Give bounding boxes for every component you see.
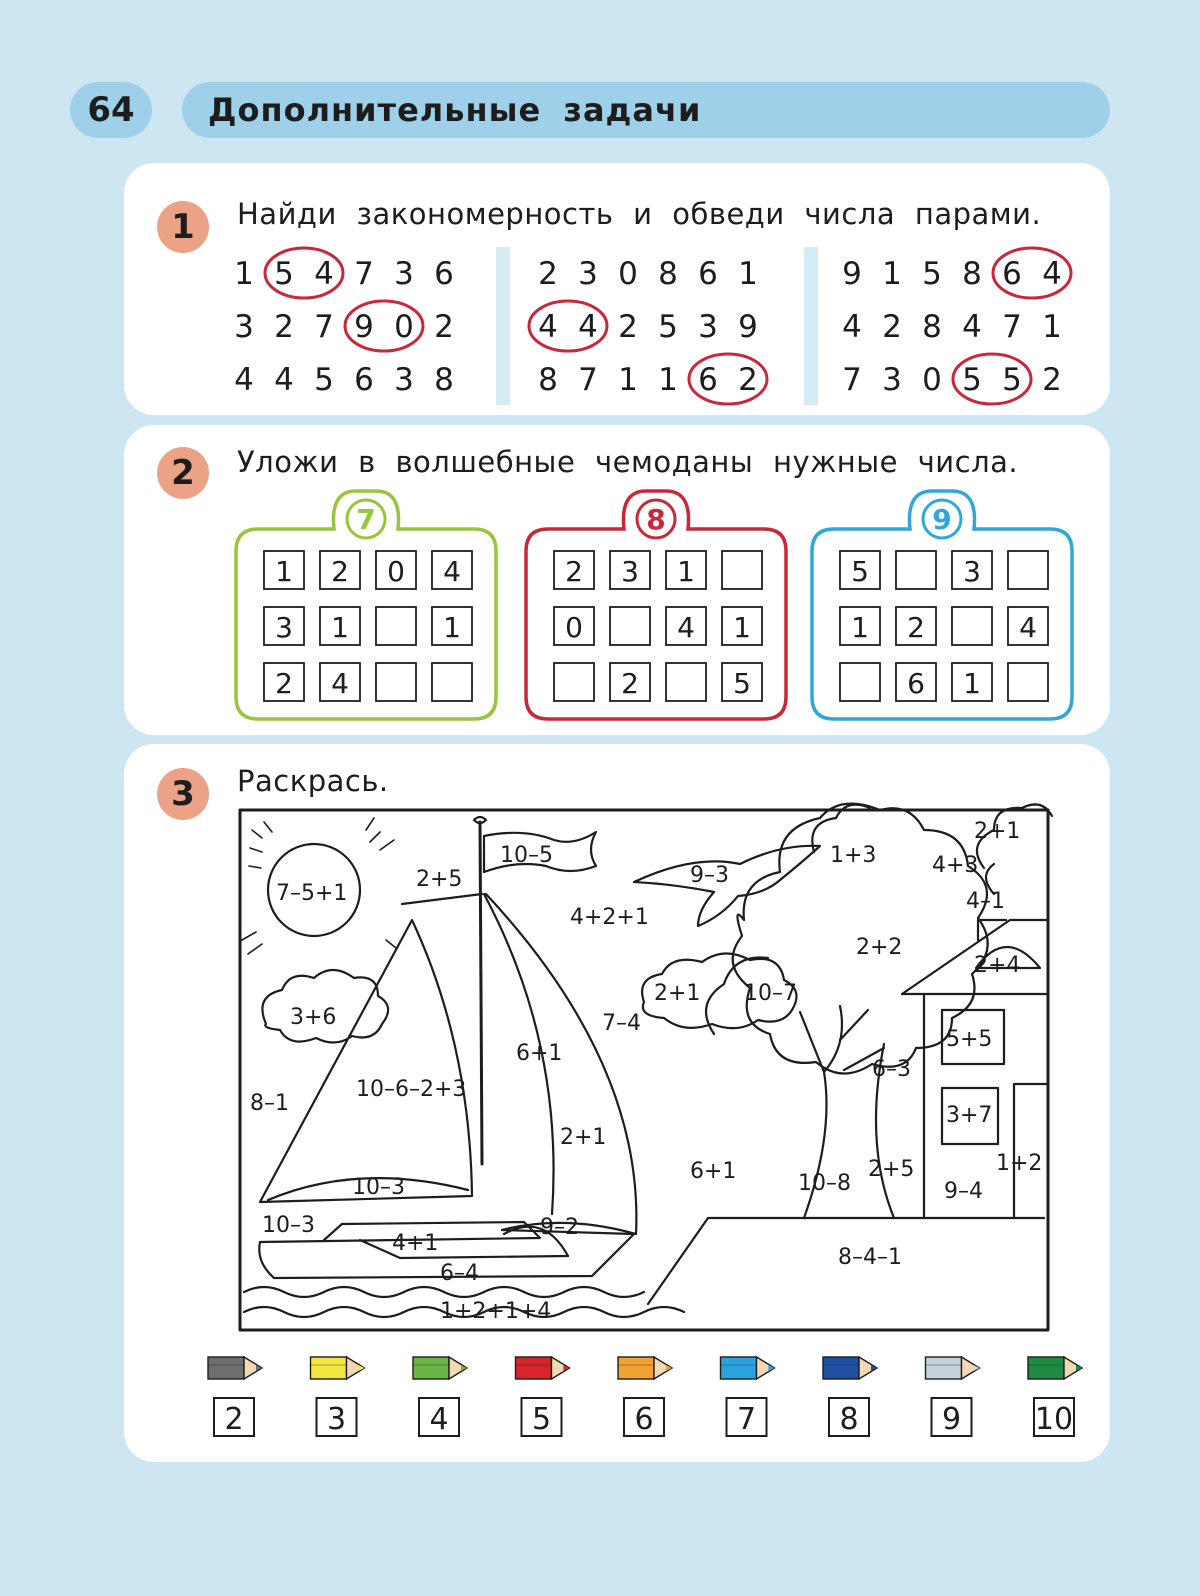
expression-label: 4+3 bbox=[932, 853, 979, 878]
sequence-digit: 8 bbox=[434, 362, 454, 398]
number-cell[interactable] bbox=[376, 607, 416, 645]
cell-number: 2 bbox=[907, 611, 925, 644]
pencil-8 bbox=[823, 1357, 877, 1437]
number-cell[interactable] bbox=[554, 663, 594, 701]
task1-panel bbox=[124, 163, 1110, 415]
group-separator bbox=[496, 247, 510, 405]
sequence-digit: 1 bbox=[658, 362, 678, 398]
mast bbox=[480, 822, 482, 1164]
expression-label: 4+2+1 bbox=[570, 905, 649, 930]
expression-label: 8–1 bbox=[250, 1091, 289, 1116]
expression-label: 10–6–2+3 bbox=[356, 1077, 467, 1102]
suitcase-target-number: 8 bbox=[646, 503, 666, 536]
suitcase-target-number: 9 bbox=[932, 503, 952, 536]
sequence-digit: 9 bbox=[354, 309, 374, 345]
pencil-body bbox=[516, 1357, 552, 1379]
expression-label: 10–8 bbox=[798, 1171, 851, 1196]
expression-label: 2+1 bbox=[560, 1125, 607, 1150]
expression-label: 2+1 bbox=[654, 981, 701, 1006]
expression-label: 5+5 bbox=[946, 1027, 993, 1052]
cell-number: 1 bbox=[331, 611, 349, 644]
sequence-digit: 0 bbox=[922, 362, 942, 398]
task1-number-grid bbox=[124, 163, 1110, 415]
expression-label: 10–3 bbox=[352, 1175, 405, 1200]
sequence-digit: 3 bbox=[578, 256, 598, 292]
sequence-digit: 2 bbox=[1042, 362, 1062, 398]
expression-label: 2+4 bbox=[974, 953, 1021, 978]
sequence-digit: 1 bbox=[618, 362, 638, 398]
task2-instruction: Уложи в волшебные чемоданы нужные числа. bbox=[237, 445, 1019, 479]
expression-label: 2+1 bbox=[974, 819, 1021, 844]
pencil-body bbox=[311, 1357, 347, 1379]
cell-number: 1 bbox=[733, 611, 751, 644]
cell-number: 0 bbox=[387, 555, 405, 588]
sequence-digit: 8 bbox=[922, 309, 942, 345]
number-cell[interactable] bbox=[432, 663, 472, 701]
sequence-digit: 1 bbox=[882, 256, 902, 292]
expression-label: 4+1 bbox=[392, 1231, 439, 1256]
pencil-9 bbox=[926, 1357, 980, 1437]
task2-suitcases bbox=[124, 425, 1110, 735]
group-separator bbox=[804, 247, 818, 405]
sequence-digit: 2 bbox=[538, 256, 558, 292]
sequence-digit: 7 bbox=[578, 362, 598, 398]
number-cell[interactable] bbox=[896, 551, 936, 589]
cell-number: 2 bbox=[565, 555, 583, 588]
sequence-digit: 4 bbox=[578, 309, 598, 345]
pencil-number: 9 bbox=[941, 1402, 962, 1437]
cell-number: 1 bbox=[443, 611, 461, 644]
expression-label: 10–3 bbox=[262, 1213, 315, 1238]
sequence-digit: 5 bbox=[922, 256, 942, 292]
pencil-5 bbox=[516, 1357, 570, 1437]
cell-number: 0 bbox=[565, 611, 583, 644]
sequence-digit: 5 bbox=[962, 362, 982, 398]
expression-label: 7–4 bbox=[602, 1011, 641, 1036]
cell-number: 4 bbox=[331, 667, 349, 700]
task2-number: 2 bbox=[171, 453, 195, 493]
sequence-digit: 4 bbox=[538, 309, 558, 345]
pencil-number: 2 bbox=[224, 1402, 244, 1437]
cell-number: 4 bbox=[1019, 611, 1037, 644]
expression-label: 1+2+1+4 bbox=[440, 1299, 552, 1324]
pencil-body bbox=[618, 1357, 654, 1379]
suitcase-9 bbox=[812, 491, 1072, 719]
expression-label: 1+2 bbox=[996, 1151, 1043, 1176]
page-title: Дополнительные задачи bbox=[208, 91, 702, 129]
expression-label: 2+5 bbox=[868, 1157, 915, 1182]
cell-number: 3 bbox=[621, 555, 639, 588]
pencil-6 bbox=[618, 1357, 672, 1437]
sequence-digit: 0 bbox=[618, 256, 638, 292]
picture-frame bbox=[240, 810, 1048, 1330]
cell-number: 6 bbox=[907, 667, 925, 700]
page-number-text: 64 bbox=[87, 90, 135, 130]
expression-label: 7–5+1 bbox=[276, 881, 348, 906]
cell-number: 4 bbox=[443, 555, 461, 588]
number-cell[interactable] bbox=[840, 663, 880, 701]
sequence-digit: 6 bbox=[698, 256, 718, 292]
wave-1 bbox=[244, 1287, 644, 1297]
expression-label: 1+3 bbox=[830, 843, 877, 868]
main-sail bbox=[260, 920, 472, 1202]
number-cell[interactable] bbox=[610, 607, 650, 645]
sequence-digit: 4 bbox=[314, 256, 334, 292]
sequence-digit: 9 bbox=[738, 309, 758, 345]
chimney-smoke bbox=[977, 804, 1052, 894]
sequence-digit: 2 bbox=[434, 309, 454, 345]
sequence-digit: 1 bbox=[234, 256, 254, 292]
expression-label: 6–3 bbox=[872, 1057, 911, 1082]
sequence-digit: 6 bbox=[434, 256, 454, 292]
pencil-body bbox=[823, 1357, 859, 1379]
cell-number: 3 bbox=[275, 611, 293, 644]
pencil-4 bbox=[413, 1357, 467, 1437]
expression-label: 6+1 bbox=[516, 1041, 563, 1066]
sequence-digit: 8 bbox=[658, 256, 678, 292]
sequence-digit: 2 bbox=[738, 362, 758, 398]
expression-label: 3+6 bbox=[290, 1005, 337, 1030]
task1-number: 1 bbox=[171, 207, 195, 247]
sequence-digit: 4 bbox=[274, 362, 294, 398]
task1-instruction: Найди закономерность и обведи числа парами. bbox=[237, 197, 1042, 231]
sequence-digit: 5 bbox=[274, 256, 294, 292]
pencil-legend bbox=[208, 1357, 1082, 1437]
cell-number: 1 bbox=[963, 667, 981, 700]
expression-label: 10–5 bbox=[500, 843, 553, 868]
pencil-body bbox=[208, 1357, 244, 1379]
sequence-digit: 0 bbox=[394, 309, 414, 345]
sequence-digit: 4 bbox=[1042, 256, 1062, 292]
sequence-digit: 3 bbox=[234, 309, 254, 345]
sequence-digit: 3 bbox=[394, 362, 414, 398]
page-number bbox=[70, 82, 152, 138]
expression-label: 10–7 bbox=[744, 981, 797, 1006]
number-cell[interactable] bbox=[952, 607, 992, 645]
number-cell[interactable] bbox=[666, 663, 706, 701]
sequence-digit: 2 bbox=[882, 309, 902, 345]
pencil-body bbox=[413, 1357, 449, 1379]
pencil-body bbox=[926, 1357, 962, 1379]
pencil-number: 6 bbox=[634, 1402, 654, 1437]
mast-top bbox=[474, 817, 486, 823]
sequence-digit: 4 bbox=[842, 309, 862, 345]
pencil-number: 7 bbox=[736, 1402, 757, 1437]
suitcase-target-number: 7 bbox=[356, 503, 376, 536]
pencil-number: 10 bbox=[1034, 1402, 1074, 1437]
cell-number: 2 bbox=[621, 667, 639, 700]
number-cell[interactable] bbox=[1008, 551, 1048, 589]
number-cell[interactable] bbox=[376, 663, 416, 701]
sequence-digit: 7 bbox=[1002, 309, 1022, 345]
pencil-number: 4 bbox=[429, 1402, 449, 1437]
task3-number: 3 bbox=[171, 774, 195, 814]
cell-number: 3 bbox=[963, 555, 981, 588]
coloring-picture bbox=[124, 744, 1110, 1462]
pencil-2 bbox=[208, 1357, 262, 1437]
expression-label: 4–1 bbox=[966, 889, 1005, 914]
sequence-digit: 3 bbox=[698, 309, 718, 345]
pencil-body bbox=[1028, 1357, 1064, 1379]
sequence-digit: 4 bbox=[962, 309, 982, 345]
expression-label: 8–4–1 bbox=[838, 1245, 902, 1270]
sequence-digit: 6 bbox=[354, 362, 374, 398]
task2-panel bbox=[124, 425, 1110, 735]
cell-number: 2 bbox=[275, 667, 293, 700]
sequence-digit: 7 bbox=[842, 362, 862, 398]
cell-number: 2 bbox=[331, 555, 349, 588]
expression-label: 6+1 bbox=[690, 1159, 737, 1184]
sequence-digit: 4 bbox=[234, 362, 254, 398]
suitcase-8 bbox=[526, 491, 786, 719]
sequence-digit: 1 bbox=[1042, 309, 1062, 345]
cell-number: 1 bbox=[275, 555, 293, 588]
number-cell[interactable] bbox=[722, 551, 762, 589]
sequence-digit: 5 bbox=[658, 309, 678, 345]
expression-label: 6–4 bbox=[440, 1261, 479, 1286]
sequence-digit: 2 bbox=[274, 309, 294, 345]
boom bbox=[402, 894, 482, 904]
cell-number: 1 bbox=[851, 611, 869, 644]
sequence-digit: 2 bbox=[618, 309, 638, 345]
sequence-digit: 8 bbox=[538, 362, 558, 398]
expression-label: 9–2 bbox=[540, 1215, 579, 1240]
pencil-number: 8 bbox=[839, 1402, 859, 1437]
sequence-digit: 6 bbox=[698, 362, 718, 398]
expression-label: 9–3 bbox=[690, 863, 729, 888]
sequence-digit: 3 bbox=[882, 362, 902, 398]
task3-instruction: Раскрась. bbox=[237, 764, 389, 798]
pencil-7 bbox=[721, 1357, 775, 1437]
sequence-digit: 7 bbox=[354, 256, 374, 292]
sequence-digit: 8 bbox=[962, 256, 982, 292]
page-title-bar bbox=[182, 82, 1110, 138]
cell-number: 1 bbox=[677, 555, 695, 588]
sequence-digit: 3 bbox=[394, 256, 414, 292]
sequence-digit: 1 bbox=[738, 256, 758, 292]
sequence-digit: 5 bbox=[1002, 362, 1022, 398]
sequence-digit: 9 bbox=[842, 256, 862, 292]
number-cell[interactable] bbox=[1008, 663, 1048, 701]
pencil-number: 5 bbox=[531, 1402, 552, 1437]
cell-number: 5 bbox=[851, 555, 869, 588]
expression-label: 3+7 bbox=[946, 1103, 993, 1128]
task3-panel bbox=[124, 744, 1110, 1462]
sequence-digit: 7 bbox=[314, 309, 334, 345]
sequence-digit: 5 bbox=[314, 362, 334, 398]
cell-number: 4 bbox=[677, 611, 695, 644]
pencil-number: 3 bbox=[326, 1402, 347, 1437]
pencil-3 bbox=[311, 1357, 365, 1437]
suitcase-7 bbox=[236, 491, 496, 719]
expression-label: 9–4 bbox=[944, 1179, 983, 1204]
pencil-body bbox=[721, 1357, 757, 1379]
cell-number: 5 bbox=[733, 667, 751, 700]
pencil-10 bbox=[1028, 1357, 1082, 1437]
expression-label: 2+5 bbox=[416, 867, 463, 892]
sequence-digit: 6 bbox=[1002, 256, 1022, 292]
expression-label: 2+2 bbox=[856, 935, 903, 960]
